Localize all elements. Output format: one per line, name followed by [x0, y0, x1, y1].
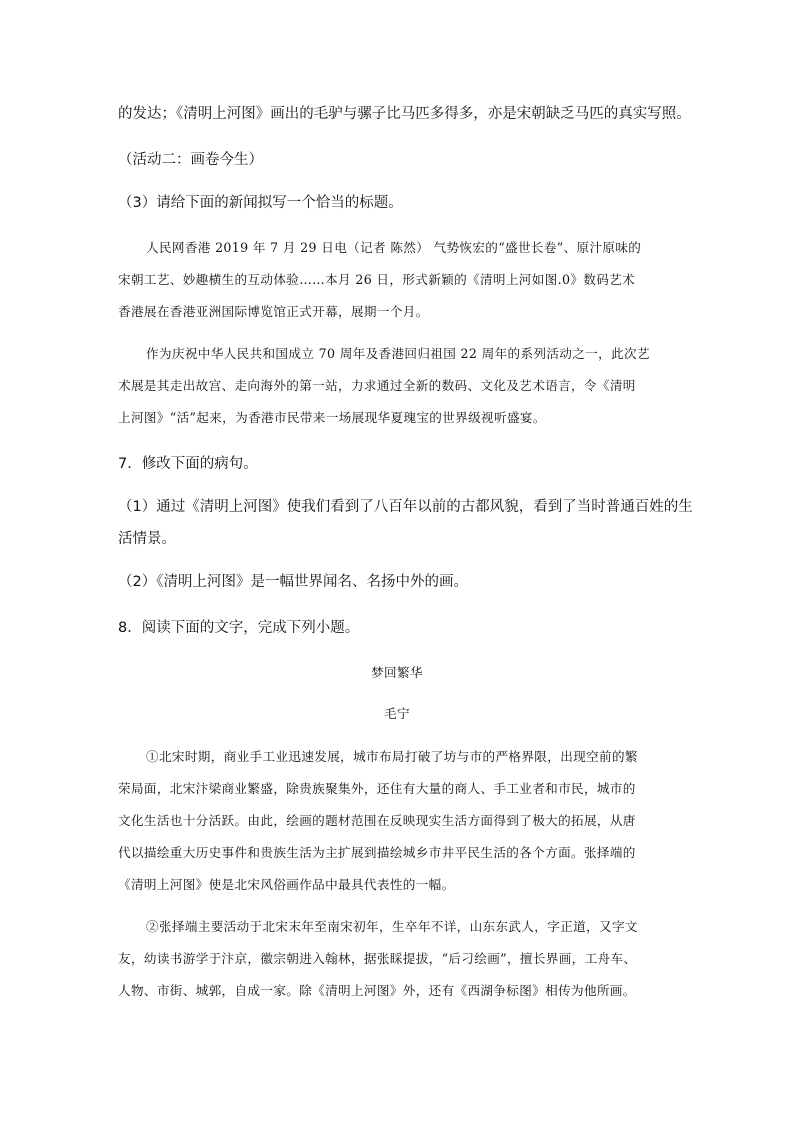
activity-two-heading: （活动二：画卷今生） — [118, 152, 263, 168]
news-line-3: 香港展在香港亚洲国际博览馆正式开幕，展期一个月。 — [118, 304, 429, 319]
article-author: 毛宁 — [384, 706, 410, 721]
article-title: 梦回繁华 — [371, 665, 423, 680]
question-7: 7．修改下面的病句。 — [118, 456, 258, 472]
paragraph-2-line-2: 友，幼读书游学于汴京，徽宗朝进入翰林，据张睬提拔，“后刁绘画”，擅长界画，工舟车、 — [118, 951, 637, 966]
news-line-6: 上河图》“活”起来，为香港市民带来一场展现华夏瑰宝的世界级视听盛宴。 — [118, 410, 546, 425]
sentence-1-line-2: 活情景。 — [118, 531, 176, 547]
paragraph-1-line-3: 文化生活也十分活跃。由此，绘画的题材范围在反映现实生活方面得到了极大的拓展，从唐 — [118, 813, 636, 828]
paragraph-2-line-1: ②张择端主要活动于北宋末年至南宋初年，生卒年不详，山东东武人，字正道，又字文 — [146, 919, 638, 934]
news-line-5: 术展是其走出故宫、走向海外的第一站，力求通过全新的数码、文化及艺术语言，令《清明 — [118, 378, 636, 393]
sentence-2: （2）《清明上河图》是一幅世界闻名、名扬中外的画。 — [118, 574, 468, 590]
news-line-2: 宋朝工艺、妙趣横生的互动体验……本月 26 日，形式新颖的《清明上河如图.0》数码艺术 — [118, 272, 636, 287]
question-3: （3）请给下面的新闻拟写一个恰当的标题。 — [118, 195, 403, 211]
question-8: 8．阅读下面的文字，完成下列小题。 — [118, 620, 360, 636]
sentence-1-line-1: （1）通过《清明上河图》使我们看到了八百年以前的古都风貌，看到了当时普通百姓的生 — [118, 499, 693, 515]
paragraph-2-line-3: 人物、市街、城郭，自成一家。除《清明上河图》外，还有《西湖争标图》相传为他所画。 — [118, 983, 636, 998]
paragraph-1-line-5: 《清明上河图》使是北宋风俗画作品中最具代表性的一幅。 — [118, 877, 455, 892]
paragraph-1-line-2: 荣局面，北宋汴梁商业繁盛，除贵族聚集外，还住有大量的商人、手工业者和市民，城市的 — [118, 781, 636, 796]
news-line-4: 作为庆祝中华人民共和国成立 70 周年及香港回归祖国 22 周年的系列活动之一，此次艺 — [146, 346, 650, 361]
news-line-1: 人民网香港 2019 年 7 月 29 日电（记者 陈然） 气势恢宏的“盛世长卷”、原汁原味的 — [146, 240, 642, 255]
text-line-1: 的发达；《清明上河图》画出的毛驴与骡子比马匹多得多，亦是宋朝缺乏马匹的真实写照。 — [118, 106, 691, 122]
paragraph-1-line-1: ①北宋时期，商业手工业迅速发展，城市布局打破了坊与市的严格界限，出现空前的繁 — [146, 749, 638, 764]
paragraph-1-line-4: 代以描绘重大历史事件和贵族生活为主扩展到描绘城乡市井平民生活的各个方面。张择端的 — [118, 845, 636, 860]
